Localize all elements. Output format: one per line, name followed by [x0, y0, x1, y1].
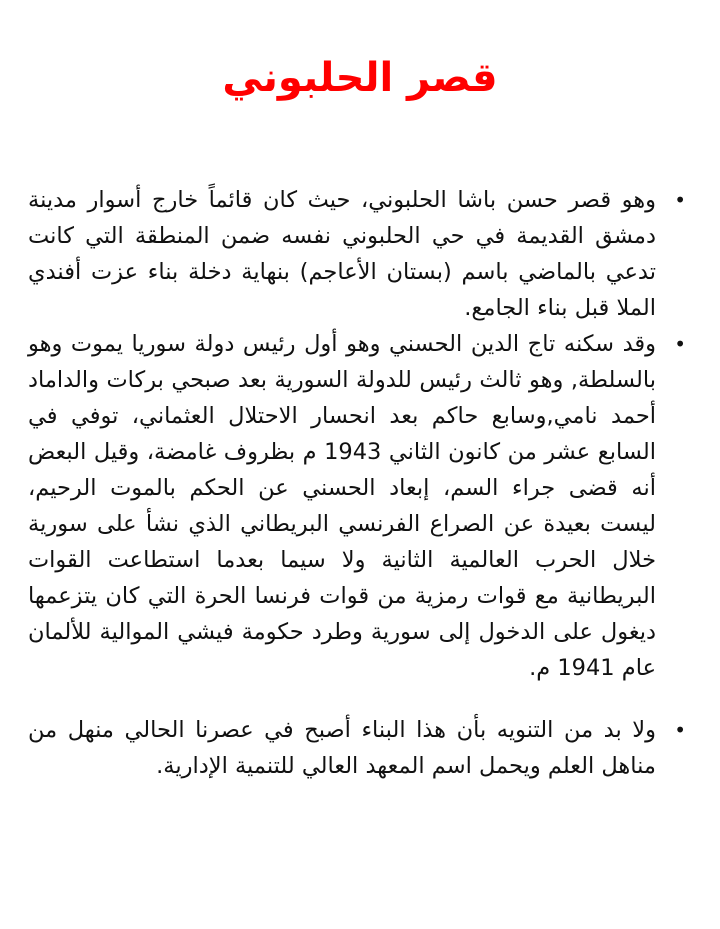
paragraph-2	[28, 326, 686, 686]
paragraph-2-text: وقد سكنه تاج الدين الحسني وهو أول رئيس دولة سوريا يموت وهو بالسلطة, وهو ثالث رئيس للدولة السورية بعد صبحي بركات والداماد أحمد نامي,وسابع حاكم بعد انحسار الاحتلال العثماني، توفي في السابع عشر من كانون الثاني 1943 م بظروف غامضة، وقيل البعض أنه قضى جراء السم، إبعاد الحسني عن الحكم بالموت الرحيم، ليست بعيدة عن الصراع الفرنسي البريطاني الذي نشأ على سورية خلال الحرب العالمية الثانية ولا سيما بعدما استطاعت القوات البريطانية مع قوات رمزية من قوات فرنسا الحرة التي كان يتزعمها ديغول على الدخول إلى سورية وطرد حكومة فيشي الموالية للألمان عام 1941 م.	[28, 331, 656, 681]
paragraph-1	[28, 182, 686, 326]
paragraph-3-text: ولا بد من التنويه بأن هذا البناء أصبح في عصرنا الحالي منهل من مناهل العلم ويحمل اسم المعهد العالي للتنمية الإدارية.	[28, 717, 656, 779]
paragraph-3	[28, 712, 686, 784]
bullet-icon: •	[674, 188, 686, 212]
bullet-icon: •	[674, 718, 686, 742]
bullet-list	[28, 182, 686, 784]
bullet-icon: •	[674, 332, 686, 356]
page-title: قصر الحلبوني	[222, 55, 498, 101]
paragraph-1-text: وهو قصر حسن باشا الحلبوني، حيث كان قائماً خارج أسوار مدينة دمشق القديمة في حي الحلبوني نفسه ضمن المنطقة التي كانت تدعي بالماضي باسم (بستان الأعاجم) بنهاية دخلة بناء عزت أفندي الملا قبل بناء الجامع.	[28, 187, 656, 321]
